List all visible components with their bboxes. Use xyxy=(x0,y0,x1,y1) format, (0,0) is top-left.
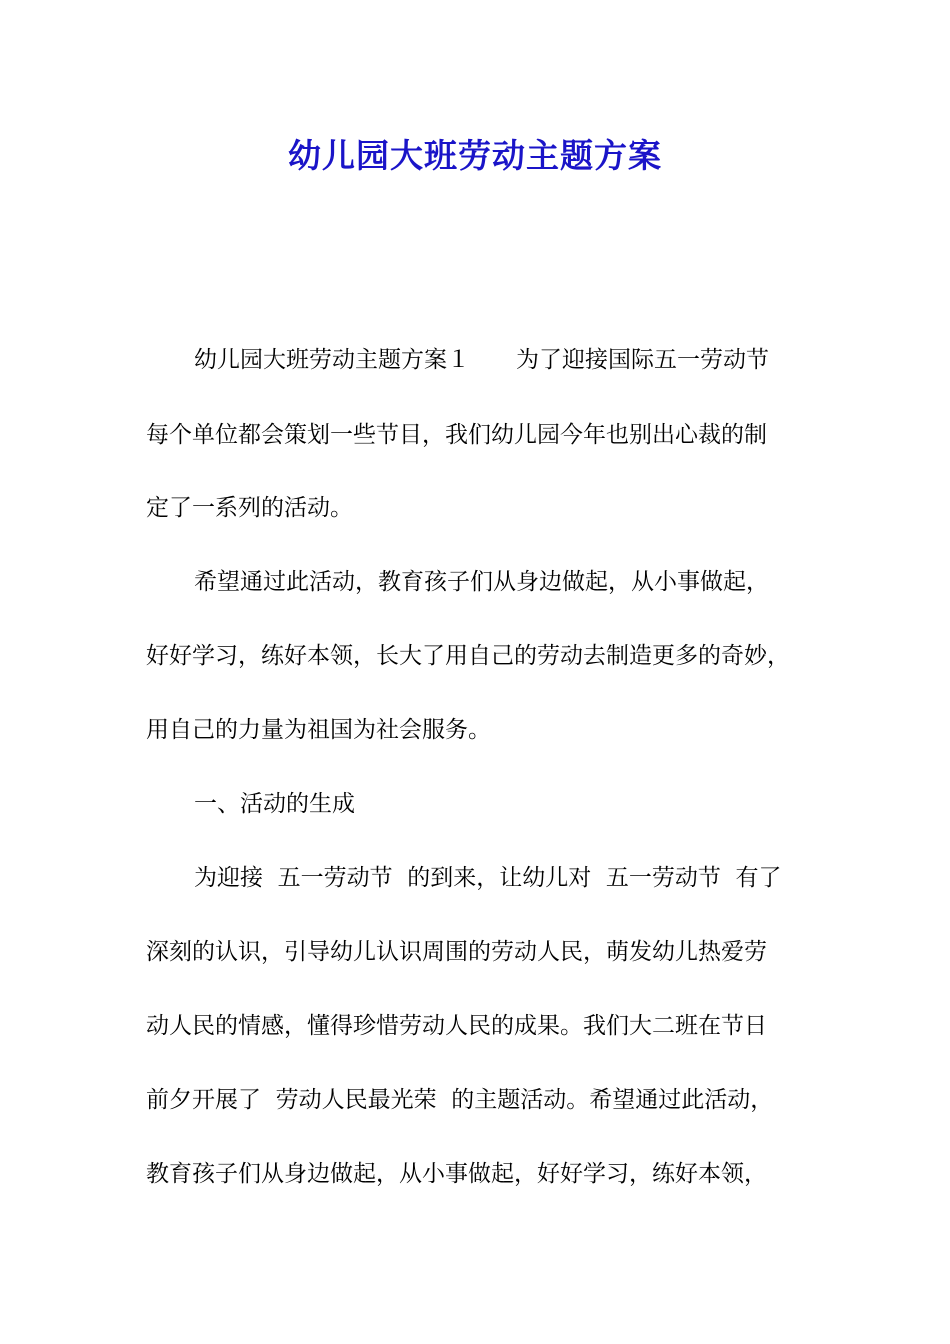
paragraph-line: 教育孩子们从身边做起，从小事做起，好好学习，练好本领， xyxy=(146,1161,767,1187)
paragraph-line: 动人民的情感，懂得珍惜劳动人民的成果。我们大二班在节日 xyxy=(146,1013,767,1039)
paragraph-line: 每个单位都会策划一些节目，我们幼儿园今年也别出心裁的制 xyxy=(146,422,767,448)
paragraph-line: 幼儿园大班劳动主题方案１ 为了迎接国际五一劳动节 xyxy=(194,347,769,373)
paragraph-line: 好好学习，练好本领，长大了用自己的劳动去制造更多的奇妙， xyxy=(146,643,790,669)
document-title: 幼儿园大班劳动主题方案 xyxy=(288,136,662,175)
section-heading: 一、活动的生成 xyxy=(194,791,355,817)
paragraph-line: 用自己的力量为祖国为社会服务。 xyxy=(146,717,491,743)
paragraph-line: 深刻的认识，引导幼儿认识周围的劳动人民，萌发幼儿热爱劳 xyxy=(146,939,767,965)
paragraph-line: 定了一系列的活动。 xyxy=(146,495,353,521)
paragraph-line: 前夕开展了 劳动人民最光荣 的主题活动。希望通过此活动， xyxy=(146,1087,774,1113)
paragraph-line: 为迎接 五一劳动节 的到来，让幼儿对 五一劳动节 有了 xyxy=(194,865,782,891)
paragraph-line: 希望通过此活动，教育孩子们从身边做起，从小事做起， xyxy=(194,569,769,595)
